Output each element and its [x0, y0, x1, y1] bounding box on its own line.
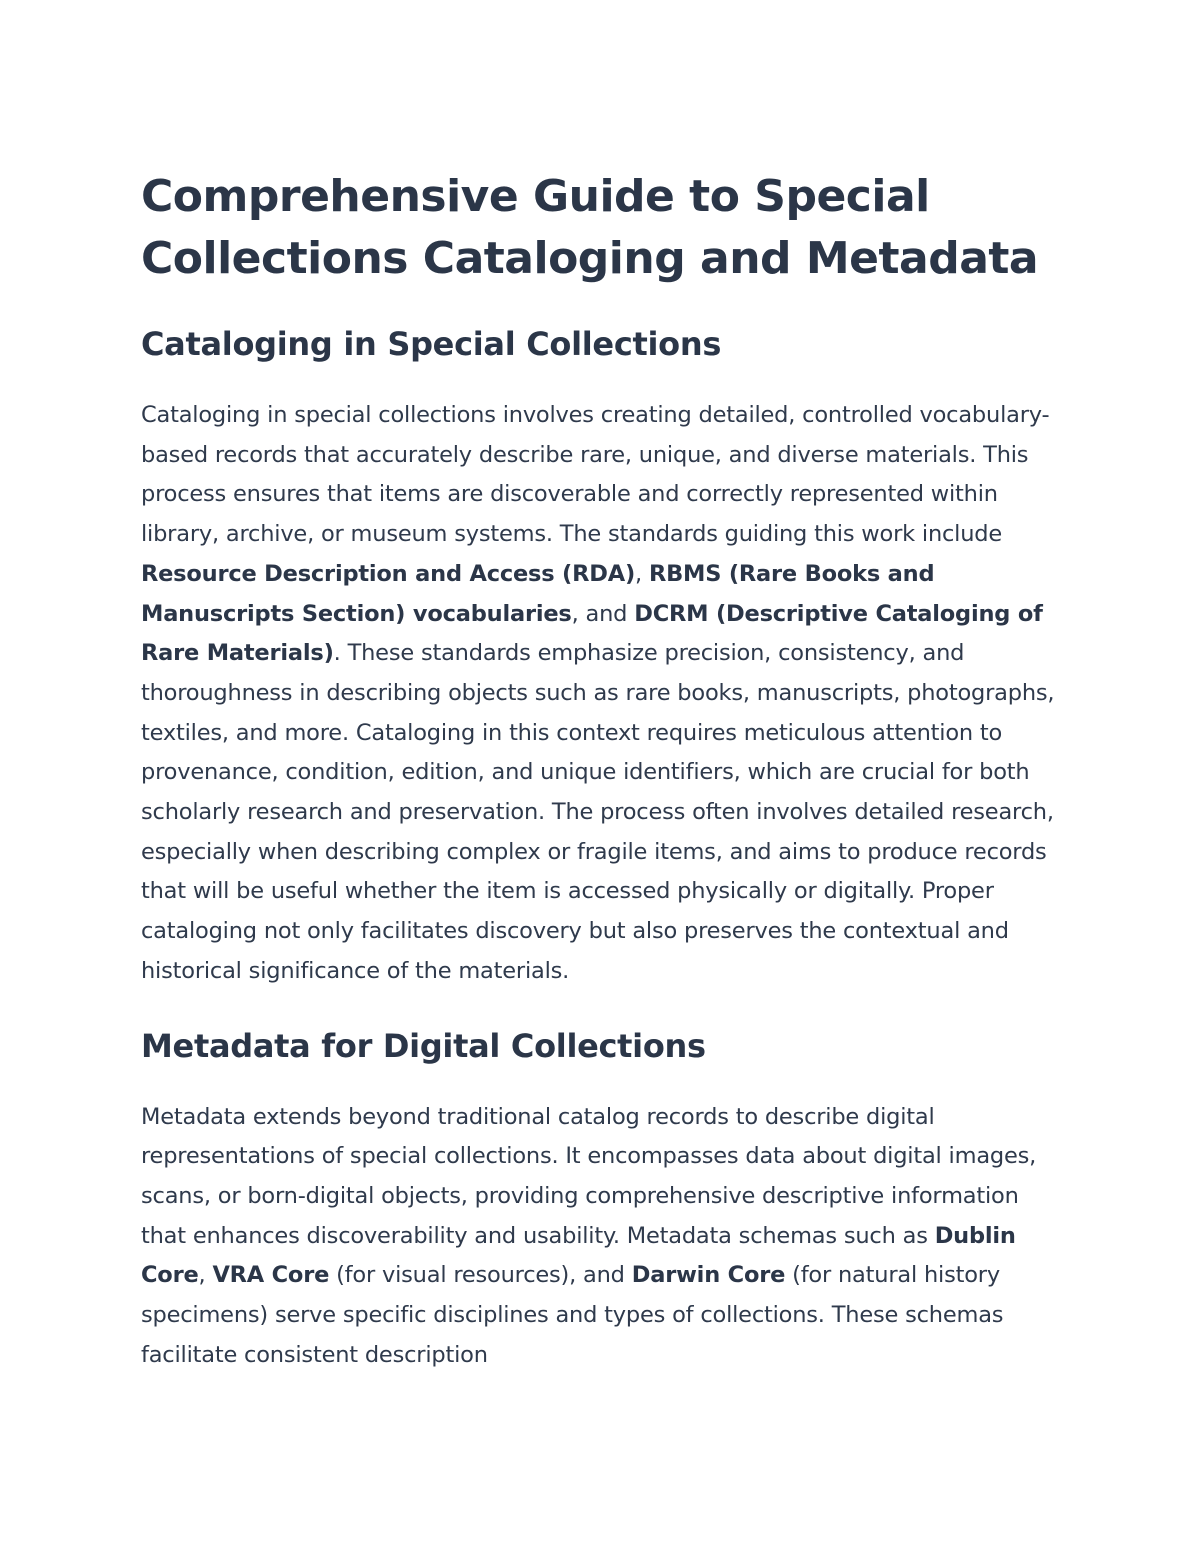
bold-term-vra-core: VRA Core: [212, 1262, 330, 1289]
section-heading-metadata: Metadata for Digital Collections: [141, 1026, 706, 1065]
document-page: [141, 166, 1061, 1375]
paragraph-text: . These standards emphasize precision, consistency, and thoroughness in describing objects such as rare books, manuscripts, photographs, textiles, and more. Cataloging in this context requires meticulous attention to provenance, condition, edition, and unique identifiers, which are crucial for both scholarly research and preservation. The process often involves detailed research, especially when describing complex or fragile items, and aims to produce records that will be useful whether the item is accessed physically or digitally. Proper cataloging not only facilitates discovery but also preserves the contextual and historical significance of the materials.: [141, 640, 1055, 984]
paragraph-text: ,: [198, 1262, 213, 1289]
paragraph-text: Cataloging in special collections involves creating detailed, controlled vocabulary-based records that accurately describe rare, unique, and diverse materials. This process ensures that items are discoverable and correctly represented within library, archive, or museum systems. The standards guiding this work include: [141, 402, 1050, 548]
paragraph-text: (for visual resources), and: [329, 1262, 632, 1289]
section-paragraph-metadata: [141, 1098, 1061, 1376]
document-title: Comprehensive Guide to Special Collections Cataloging and Metadata: [141, 171, 1039, 284]
paragraph-text: ,: [635, 560, 649, 587]
section-heading-cataloging: Cataloging in Special Collections: [141, 325, 722, 363]
section-paragraph-cataloging: [141, 396, 1061, 992]
bold-term-rda: Resource Description and Access (RDA): [141, 560, 636, 587]
paragraph-text: , and: [571, 600, 635, 627]
bold-term-dublin-core: Dublin Core: [141, 1222, 1016, 1289]
bold-term-dcrm: DCRM (Descriptive Cataloging of Rare Materials): [141, 600, 1043, 667]
paragraph-text: Metadata extends beyond traditional catalog records to describe digital representations of special collections. It encompasses data about digital images, scans, or born-digital objects, providing comprehensive descriptive information that enhances discoverability and usability. Metadata schemas such as: [141, 1103, 1037, 1249]
bold-term-rbms: RBMS (Rare Books and Manuscripts Section) vocabularies: [141, 560, 935, 627]
bold-term-darwin-core: Darwin Core: [631, 1262, 786, 1289]
paragraph-text: (for natural history specimens) serve specific disciplines and types of collections. These schemas facilitate consistent description: [141, 1262, 1004, 1368]
